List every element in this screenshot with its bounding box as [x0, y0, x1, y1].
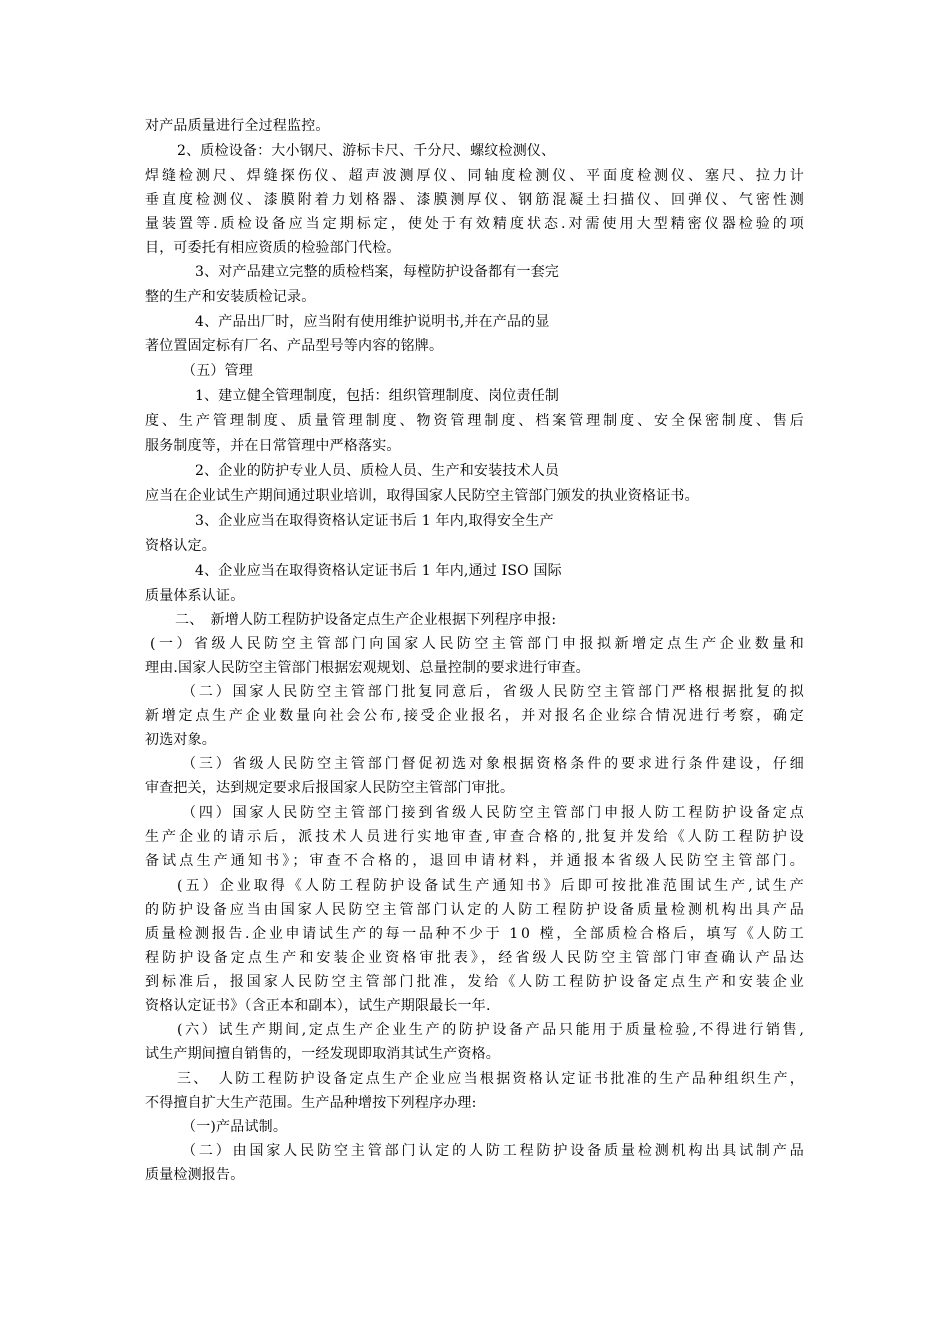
text-line: 垂直度检测仪、漆膜附着力划格器、漆膜测厚仪、钢筋混凝土扫描仪、回弹仪、气密性测 [145, 192, 807, 208]
text-line: 三、 人防工程防护设备定点生产企业应当根据资格认定证书批准的生产品种组织生产， [177, 1071, 807, 1087]
text-line: (六）试生产期间,定点生产企业生产的防护设备产品只能用于质量检验,不得进行销售, [177, 1022, 807, 1038]
text-line: 二、 新增人防工程防护设备定点生产企业根据下列程序申报: [175, 612, 557, 628]
text-line: （二）由国家人民防空主管部门认定的人防工程防护设备质量检测机构出具试制产品 [182, 1143, 807, 1159]
text-line: 新增定点生产企业数量向社会公布,接受企业报名，并对报名企业综合情况进行考察，确定 [145, 708, 807, 724]
text-line: 对产品质量进行全过程监控。 [145, 118, 330, 134]
text-line: 2、质检设备：大小钢尺、游标卡尺、千分尺、螺纹检测仪、 [177, 143, 556, 159]
text-line: 应当在企业试生产期间通过职业培训，取得国家人民防空主管部门颁发的执业资格证书。 [145, 488, 699, 504]
text-line: 3、对产品建立完整的质检档案，每樘防护设备都有一套完 [195, 264, 560, 280]
text-line: 备试点生产通知书》；审查不合格的，退回申请材料，并通报本省级人民防空主管部门。 [145, 853, 807, 869]
text-line: 的防护设备应当由国家人民防空主管部门认定的人防工程防护设备质量检测机构出具产品 [145, 902, 807, 918]
text-line: 试生产期间擅自销售的，一经发现即取消其试生产资格。 [145, 1046, 500, 1062]
text-line: 质量检测报告.企业申请试生产的每一品种不少于 10 樘，全部质检合格后，填写《人防工 [145, 926, 807, 942]
text-line: (五）企业取得《人防工程防护设备试生产通知书》后即可按批准范围试生产,试生产 [177, 878, 807, 894]
text-line: 质量检测报告。 [145, 1167, 245, 1183]
text-line: 到标准后，报国家人民防空主管部门批准，发给《人防工程防护设备定点生产和安装企业 [145, 974, 807, 990]
text-line: 整的生产和安装质检记录。 [145, 289, 316, 305]
text-line: （三）省级人民防空主管部门督促初选对象根据资格条件的要求进行条件建设，仔细 [182, 756, 807, 772]
text-line: 4、企业应当在取得资格认定证书后 1 年内,通过 ISO 国际 [195, 563, 562, 579]
text-line: （五）管理 [182, 363, 253, 379]
text-line: 量装置等.质检设备应当定期标定，使处于有效精度状态.对需使用大型精密仪器检验的项 [145, 216, 807, 232]
text-line: 服务制度等，并在日常管理中严格落实。 [145, 438, 401, 454]
text-line: (一）省级人民防空主管部门向国家人民防空主管部门申报拟新增定点生产企业数量和 [150, 636, 808, 652]
text-line: （二）国家人民防空主管部门批复同意后，省级人民防空主管部门严格根据批复的拟 [182, 684, 807, 700]
text-line: 理由.国家人民防空主管部门根据宏观规划、总量控制的要求进行审查。 [145, 660, 590, 676]
text-line: 初选对象。 [145, 732, 216, 748]
text-line: 资格认定。 [145, 538, 216, 554]
text-line: （四）国家人民防空主管部门接到省级人民防空主管部门申报人防工程防护设备定点 [182, 805, 807, 821]
text-line: （一)产品试制。 [182, 1119, 288, 1135]
text-line: 程防护设备定点生产和安装企业资格审批表》，经省级人民防空主管部门审查确认产品达 [145, 950, 807, 966]
text-line: 质量体系认证。 [145, 588, 245, 604]
text-line: 不得擅自扩大生产范围。生产品种增按下列程序办理: [145, 1095, 477, 1111]
text-line: 4、产品出厂时，应当附有使用维护说明书,并在产品的显 [195, 314, 550, 330]
text-line: 资格认定证书》（含正本和副本），试生产期限最长一年. [145, 998, 491, 1014]
text-line: 生产企业的请示后，派技术人员进行实地审查,审查合格的,批复并发给《人防工程防护设 [145, 829, 807, 845]
text-line: 目，可委托有相应资质的检验部门代检。 [145, 240, 401, 256]
text-line: 度、生产管理制度、质量管理制度、物资管理制度、档案管理制度、安全保密制度、售后 [145, 413, 807, 429]
text-line: 2、企业的防护专业人员、质检人员、生产和安装技术人员 [195, 463, 560, 479]
text-line: 1、建立健全管理制度，包括：组织管理制度、岗位责任制 [195, 388, 560, 404]
text-line: 著位置固定标有厂名、产品型号等内容的铭牌。 [145, 338, 444, 354]
text-line: 焊缝检测尺、焊缝探伤仪、超声波测厚仪、同轴度检测仪、平面度检测仪、塞尺、拉力计 [145, 168, 807, 184]
text-line: 3、企业应当在取得资格认定证书后 1 年内,取得安全生产 [195, 513, 554, 529]
text-line: 审查把关，达到规定要求后报国家人民防空主管部门审批。 [145, 780, 515, 796]
